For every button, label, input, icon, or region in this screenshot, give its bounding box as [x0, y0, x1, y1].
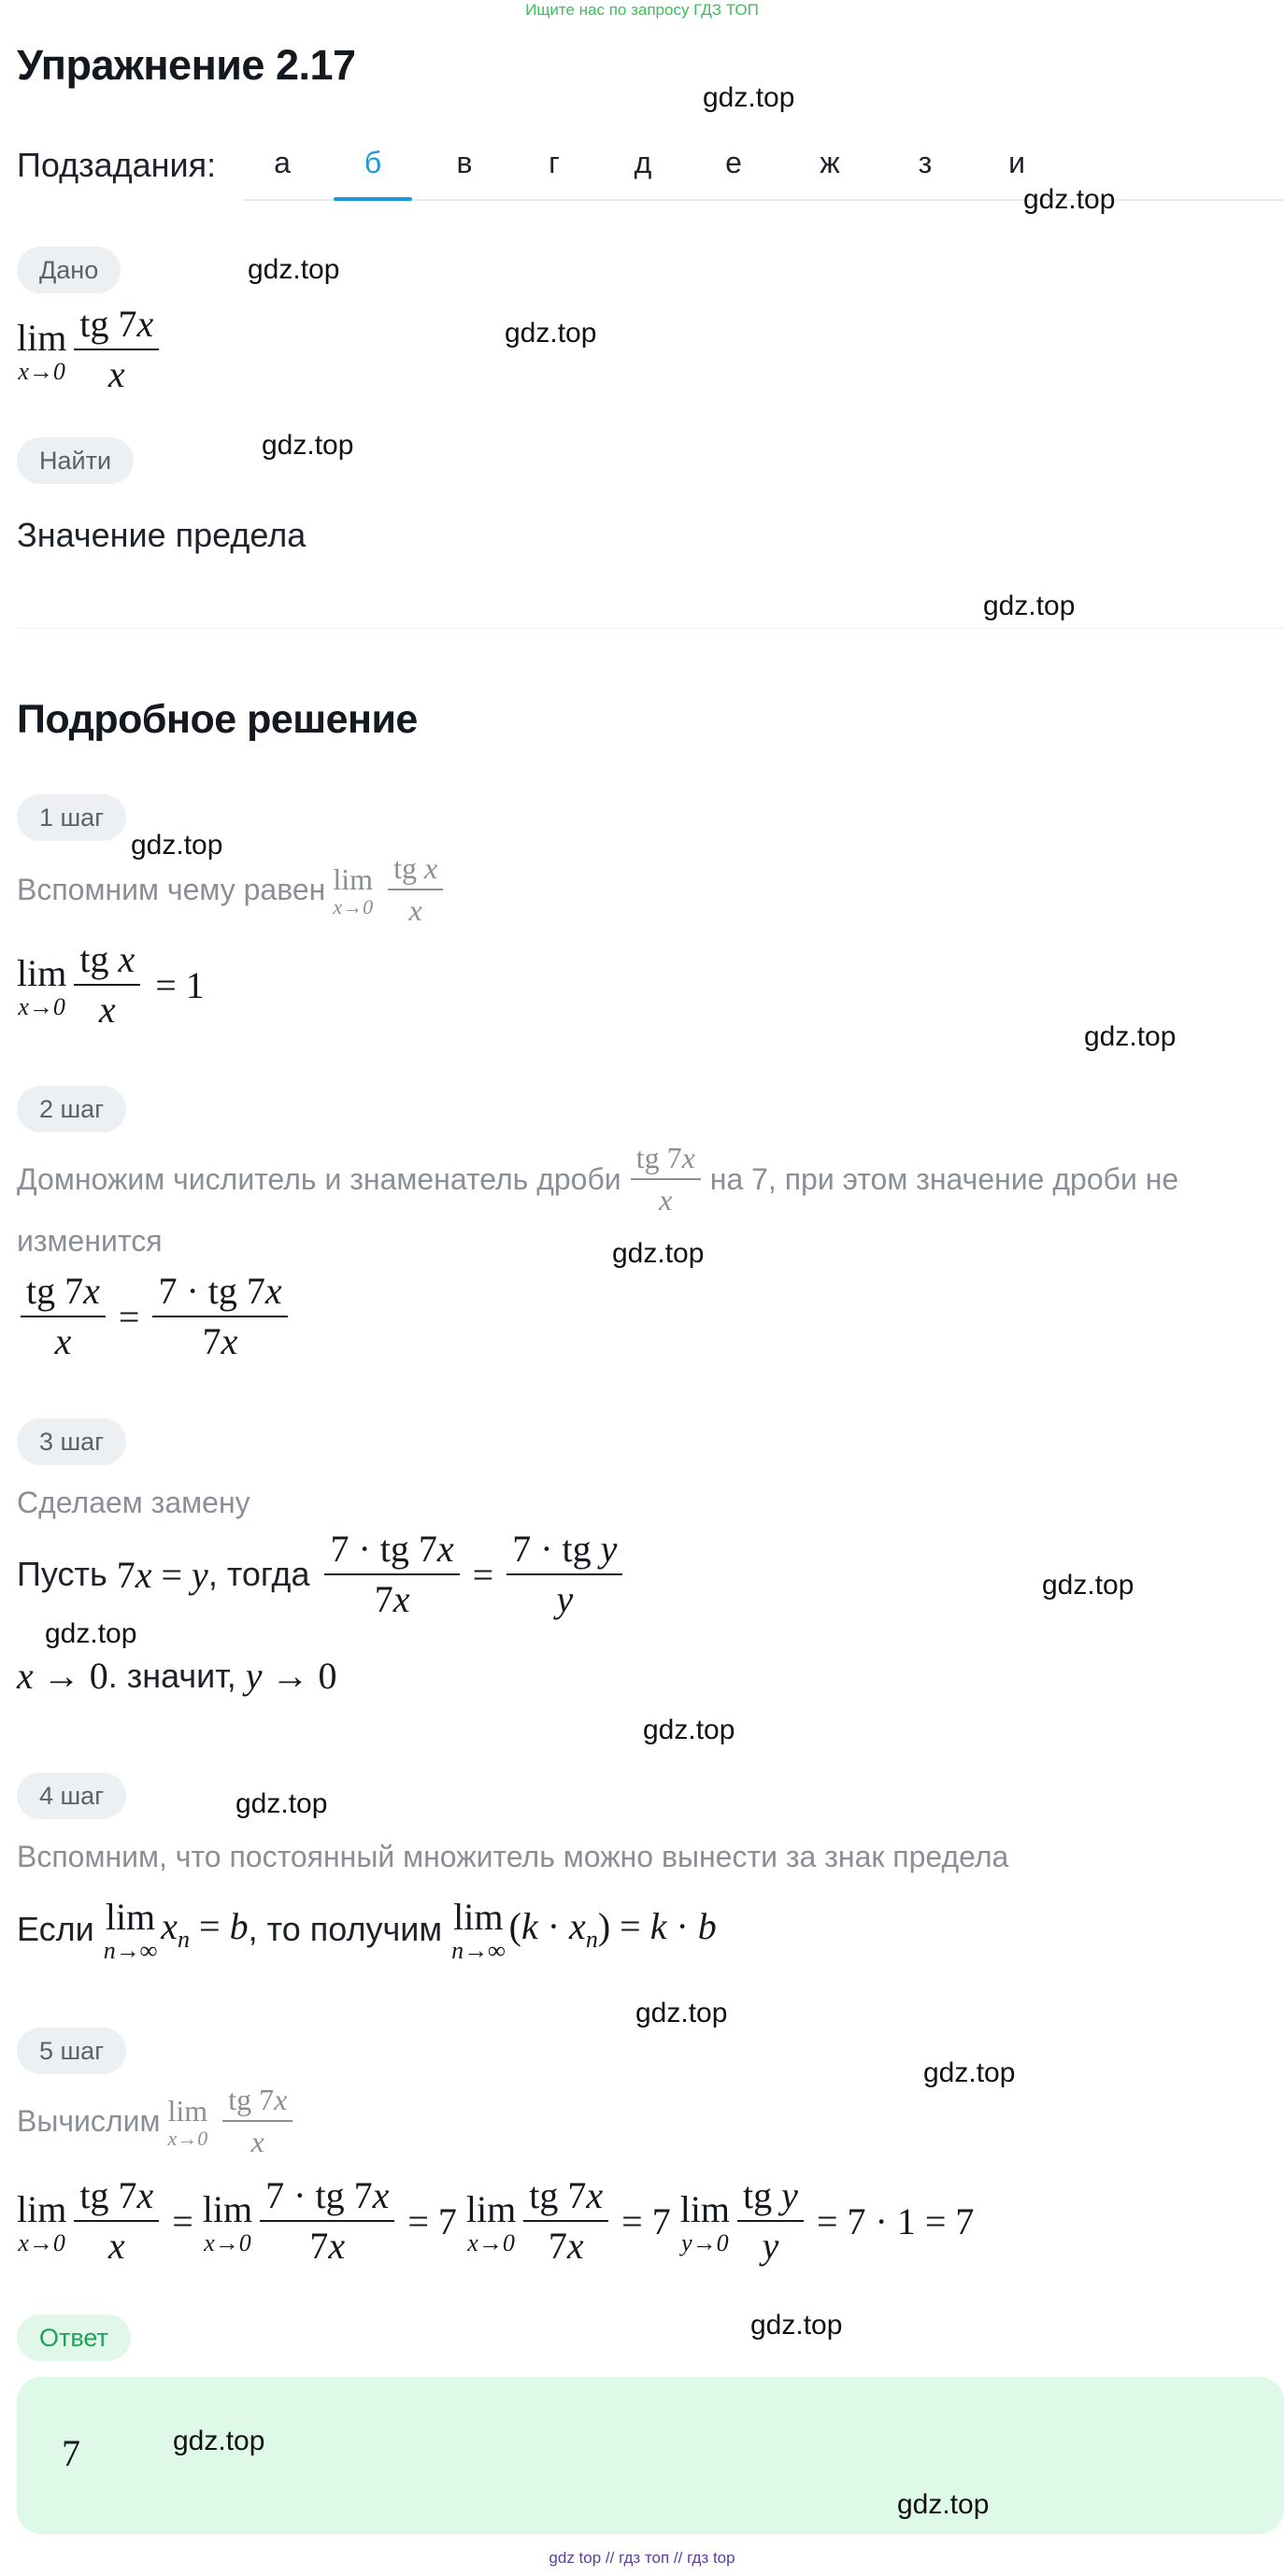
tab-e[interactable]: е [725, 146, 742, 179]
step-4-line: Если lim n→∞ $x_n = b$ , то получим lim n→∞ $(k \cdot x_n) = k \cdot b$ [17, 1896, 717, 1964]
step-1-badge: 1 шаг [17, 794, 126, 841]
answer-value: 7 [62, 2432, 80, 2474]
tab-i[interactable]: и [1008, 146, 1025, 179]
given-formula: lim x→0 $\frac{tg 7x}{x}$ [17, 304, 163, 395]
step-5-badge: 5 шаг [17, 2028, 126, 2074]
step-5-intro: Вычислим lim x→0 $\frac{tg 7x}{x}$ [17, 2084, 296, 2158]
step-3-line2: x → 0 . значит, y → 0 [17, 1655, 337, 1697]
find-badge: Найти [17, 437, 134, 484]
watermark: gdz.top [750, 2310, 843, 2341]
watermark: gdz.top [173, 2426, 265, 2456]
watermark: gdz.top [235, 1788, 328, 1819]
watermark: gdz.top [1084, 1021, 1177, 1052]
watermark: gdz.top [923, 2057, 1016, 2088]
watermark: gdz.top [703, 82, 795, 113]
step-5-intro-text: Вычислим [17, 2103, 161, 2138]
answer-badge: Ответ [17, 2314, 131, 2361]
subtasks-label: Подзадания: [17, 146, 217, 184]
watermark: gdz.top [505, 318, 597, 349]
subtasks-active-indicator [334, 197, 412, 201]
tab-v[interactable]: в [456, 146, 473, 179]
step-3-badge: 3 шаг [17, 1418, 126, 1465]
tab-zh[interactable]: ж [820, 146, 840, 179]
step-2-intro-part3: изменится [17, 1224, 163, 1258]
step-3-line1-mid: , тогда [207, 1555, 310, 1593]
page-title: Упражнение 2.17 [17, 41, 356, 89]
step-4-badge: 4 шаг [17, 1772, 126, 1819]
tab-d[interactable]: д [634, 146, 652, 179]
step-4-intro: Вспомним, что постоянный множитель можно вынести за знак предела [17, 1840, 1009, 1873]
watermark: gdz.top [643, 1715, 735, 1745]
watermark: gdz.top [635, 1998, 728, 2028]
step-3-line2-mid: . значит, [107, 1656, 236, 1695]
step-5-formula: lim x→0 $\frac{tg 7x}{x}$ = lim x→0 $\frac{7 \cdot tg 7x}{7x}$ = 7 lim x→0 $\frac{tg 7x}{7x}$ = 7 lim y→0 $\frac{\text{tg y}}{y}$ = 7 · 1 = 7 [17, 2174, 975, 2267]
step-2-badge: 2 шаг [17, 1086, 126, 1132]
footer-links[interactable]: gdz top // гдз топ // гдз top [549, 2549, 735, 2567]
watermark: gdz.top [131, 830, 223, 861]
step-4-line-mid: , то получим [248, 1909, 443, 1948]
tab-g[interactable]: г [549, 146, 560, 179]
tab-z[interactable]: з [918, 146, 933, 179]
watermark: gdz.top [262, 430, 354, 461]
section-divider [17, 628, 1284, 629]
watermark: gdz.top [1023, 184, 1116, 215]
tab-b[interactable]: б [364, 146, 382, 179]
watermark: gdz.top [1042, 1570, 1134, 1601]
step-4-line-prefix: Если [17, 1909, 94, 1948]
watermark: gdz.top [612, 1238, 705, 1269]
step-2-intro-part1: Домножим числитель и знаменатель дроби [17, 1161, 621, 1196]
watermark: gdz.top [897, 2489, 990, 2520]
given-badge: Дано [17, 247, 121, 293]
step-1-formula: lim x→0 $\frac{\text{tg x}}{x}$ = 1 [17, 938, 205, 1031]
step-1-intro: Вспомним чему равен lim x→0 $\frac{\text{tg x}}{x}$ [17, 852, 447, 927]
step-3-line1: Пусть 7x = y , тогда $\frac{7 \cdot tg 7x}{7x}$ = $\frac{\text{7 · tg y}}{y}$ [17, 1529, 626, 1620]
tab-a[interactable]: а [274, 146, 291, 179]
step-2-intro-line1: Домножим числитель и знаменатель дроби $\frac{tg 7x}{x}$ на 7, при этом значение дроби не [17, 1141, 1179, 1217]
solution-title: Подробное решение [17, 697, 418, 742]
step-3-intro: Сделаем замену [17, 1486, 250, 1519]
find-text: Значение предела [17, 516, 307, 554]
step-2-intro-part2: на 7, при этом значение дроби не [709, 1161, 1179, 1196]
top-note: Ищите нас по запросу ГДЗ ТОП [525, 1, 759, 19]
watermark: gdz.top [45, 1618, 137, 1649]
watermark: gdz.top [248, 254, 340, 285]
step-2-formula: $\frac{tg 7x}{x}$ = $\frac{7 \cdot tg 7x}{7x}$ [17, 1271, 292, 1362]
step-1-intro-text: Вспомним чему равен [17, 872, 326, 906]
step-3-line1-prefix: Пусть [17, 1555, 107, 1593]
watermark: gdz.top [983, 591, 1076, 621]
